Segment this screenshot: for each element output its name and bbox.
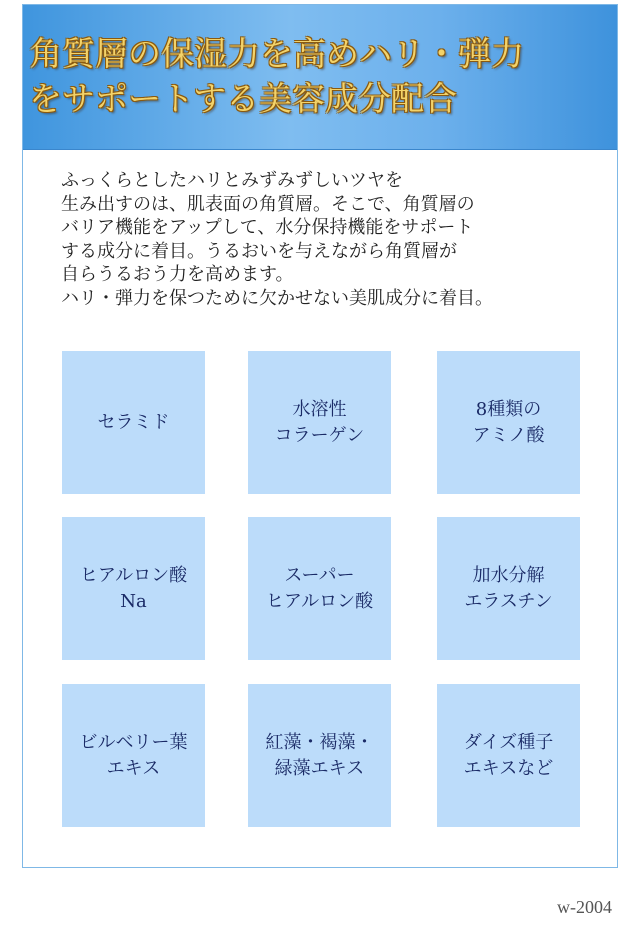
ingredient-label: 紅藻・褐藻・ bbox=[265, 731, 374, 753]
ingredient-tile-super-hyaluronic-acid bbox=[248, 517, 391, 660]
ingredient-label: エラスチン bbox=[464, 590, 553, 612]
ingredient-tile-soybean bbox=[437, 684, 580, 827]
ingredient-tile-algae bbox=[248, 684, 391, 827]
ingredient-label: 加水分解 bbox=[472, 564, 545, 586]
ingredient-grid bbox=[23, 5, 617, 867]
title-line-2: をサポートする美容成分配合 bbox=[29, 79, 458, 118]
ingredient-label: ヒアルロン酸 bbox=[79, 564, 188, 586]
ingredient-label: エキス bbox=[106, 757, 161, 779]
ingredient-label: Na bbox=[120, 590, 147, 612]
intro-line-6: ハリ・弾力を保つために欠かせない美肌成分に着目。 bbox=[61, 287, 493, 309]
ingredient-label: セラミド bbox=[97, 411, 170, 433]
ingredient-tile-amino-acids bbox=[437, 351, 580, 494]
title-line-1: 角質層の保湿力を高めハリ・弾力 bbox=[29, 34, 524, 73]
ingredient-label: 水溶性 bbox=[292, 398, 347, 420]
intro-line-1: ふっくらとしたハリとみずみずしいツヤを bbox=[61, 170, 403, 191]
ingredient-tile-elastin bbox=[437, 517, 580, 660]
ingredient-label: スーパー bbox=[284, 564, 355, 586]
ingredient-label: エキスなど bbox=[463, 757, 554, 779]
ingredient-label: ダイズ種子 bbox=[463, 731, 554, 753]
ingredient-label: コラーゲン bbox=[274, 424, 365, 446]
ingredient-tile-collagen bbox=[248, 351, 391, 494]
ingredient-label: ビルベリー葉 bbox=[79, 731, 188, 753]
ingredient-label: 8種類の bbox=[475, 398, 542, 420]
intro-line-4: する成分に着目。うるおいを与えながら角質層が bbox=[61, 240, 457, 262]
intro-line-3: バリア機能をアップして、水分保持機能をサポート bbox=[61, 217, 474, 238]
product-code: w-2004 bbox=[557, 897, 612, 917]
intro-line-5: 自らうるおう力を高めます。 bbox=[61, 264, 294, 285]
ingredient-label: ヒアルロン酸 bbox=[265, 590, 374, 612]
ingredient-label: 緑藻エキス bbox=[274, 757, 365, 779]
ingredient-tile-ceramide bbox=[62, 351, 205, 494]
content-card bbox=[22, 4, 618, 868]
ingredient-tile-hyaluronic-acid-na bbox=[62, 517, 205, 660]
ingredient-label: アミノ酸 bbox=[472, 424, 545, 446]
intro-line-2: 生み出すのは、肌表面の角質層。そこで、角質層の bbox=[61, 193, 475, 215]
ingredient-tile-bilberry bbox=[62, 684, 205, 827]
